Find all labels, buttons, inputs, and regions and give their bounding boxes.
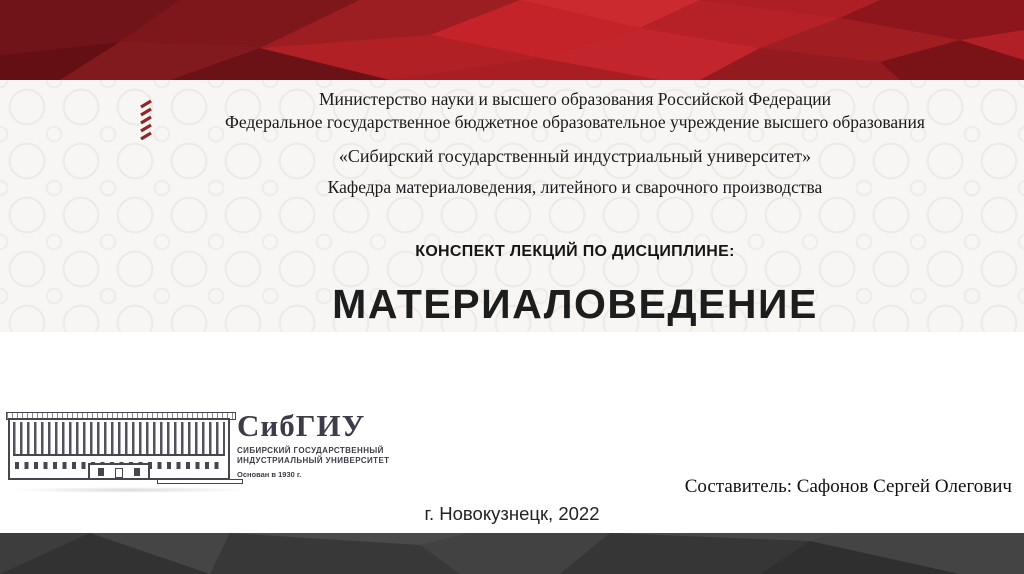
city-year-line: г. Новокузнецк, 2022 — [424, 503, 600, 524]
university-line: «Сибирский государственный индустриальный университет» — [338, 146, 812, 166]
dark-polygon-mosaic — [0, 533, 1024, 574]
top-red-banner — [0, 0, 1024, 80]
department-line: Кафедра материаловедения, литейного и сварочного производства — [327, 177, 823, 197]
logo-subtitle-line1: СИБИРСКИЙ ГОСУДАРСТВЕННЫЙ — [237, 446, 384, 455]
building-door — [115, 468, 123, 478]
university-building-illustration — [8, 418, 230, 480]
building-entrance — [88, 463, 150, 480]
slide-title: МАТЕРИАЛОВЕДЕНИЕ — [332, 281, 818, 327]
university-logo — [0, 405, 400, 495]
logo-subtitle-line2: ИНДУСТРИАЛЬНЫЙ УНИВЕРСИТЕТ — [237, 456, 390, 465]
logo-name: СибГИУ — [237, 408, 366, 443]
institution-header — [126, 88, 1024, 198]
logo-founded-year: Основан в 1930 г. — [237, 470, 302, 479]
building-colonnade — [13, 422, 225, 456]
red-polygon-mosaic — [0, 0, 1024, 80]
logo-wordmark — [237, 410, 397, 479]
building-steps — [157, 479, 243, 484]
institution-line: Федеральное государственное бюджетное образовательное учреждение высшего образования — [225, 112, 925, 132]
bottom-dark-banner — [0, 533, 1024, 574]
ministry-line: Министерство науки и высшего образования Российской Федерации — [318, 89, 832, 109]
building-shadow — [10, 487, 250, 493]
composer-line: Составитель: Сафонов Сергей Олегович — [684, 476, 1012, 497]
subject-label: КОНСПЕКТ ЛЕКЦИЙ ПО ДИСЦИПЛИНЕ: — [415, 243, 735, 260]
